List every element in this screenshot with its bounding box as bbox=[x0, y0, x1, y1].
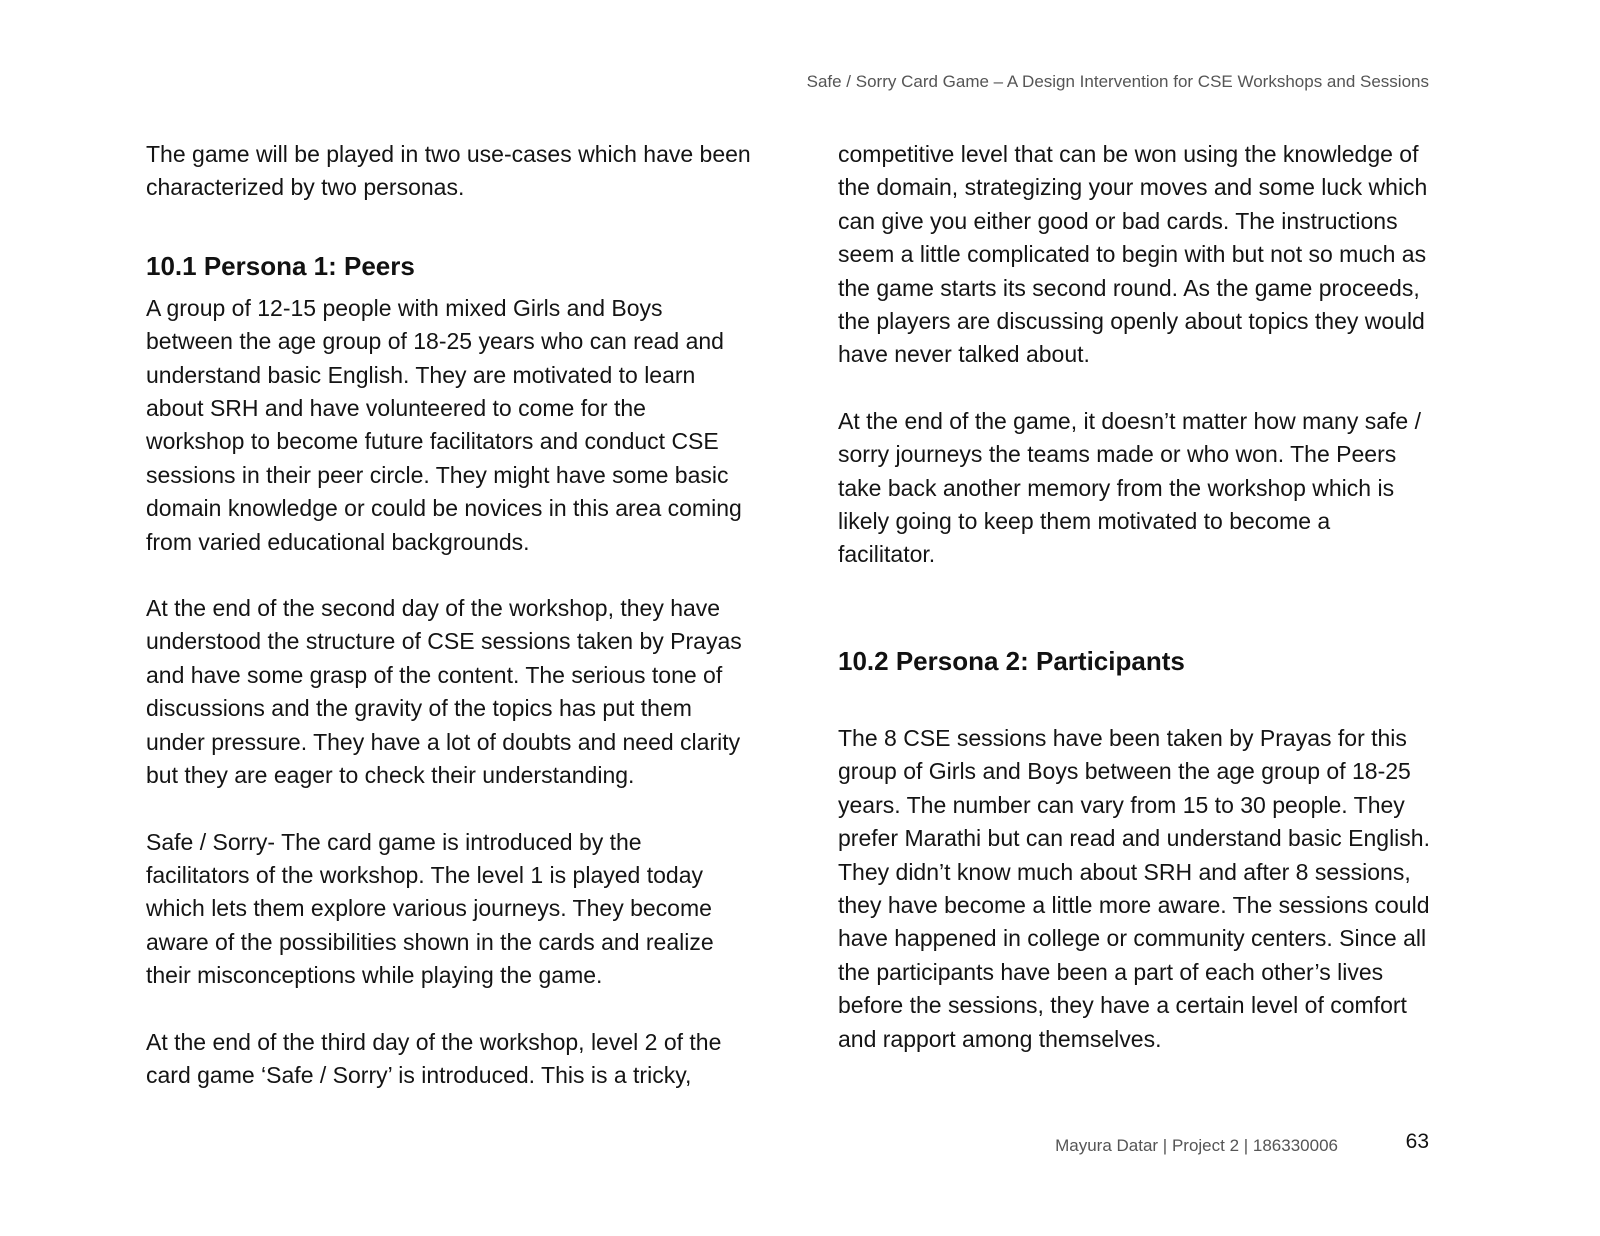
text-line: but they are eager to check their understanding. bbox=[146, 762, 635, 789]
text-line: between the age group of 18-25 years who can read and bbox=[146, 328, 724, 355]
text-line: they have become a little more aware. The sessions could bbox=[838, 891, 1430, 918]
third-day-paragraph bbox=[146, 1026, 766, 1093]
persona-1-paragraph bbox=[146, 292, 766, 559]
text-line: discussions and the gravity of the topics has put them bbox=[146, 695, 692, 722]
text-line: take back another memory from the workshop which is bbox=[838, 474, 1395, 501]
text-line: They didn’t know much about SRH and after 8 sessions, bbox=[838, 858, 1411, 885]
text-line: facilitator. bbox=[838, 541, 936, 568]
text-line: Safe / Sorry- The card game is introduced by the bbox=[146, 828, 642, 855]
text-line: card game ‘Safe / Sorry’ is introduced. This is a tricky, bbox=[146, 1061, 692, 1088]
text-line: the game starts its second round. As the game proceeds, bbox=[838, 274, 1420, 301]
page-number: 63 bbox=[1405, 1130, 1429, 1153]
text-line: can give you either good or bad cards. The instructions bbox=[838, 207, 1398, 234]
text-line: the participants have been a part of each other’s lives bbox=[838, 958, 1384, 985]
text-line: characterized by two personas. bbox=[146, 174, 465, 201]
left-column bbox=[146, 138, 766, 1092]
persona-1-heading: 10.1 Persona 1: Peers bbox=[146, 250, 415, 281]
text-line: sorry journeys the teams made or who won. The Peers bbox=[838, 441, 1397, 468]
text-line: likely going to keep them motivated to become a bbox=[838, 508, 1331, 535]
text-line: have happened in college or community centers. Since all bbox=[838, 925, 1427, 952]
text-line: A group of 12-15 people with mixed Girls and Boys bbox=[146, 294, 663, 321]
card-game-intro-paragraph bbox=[146, 826, 766, 993]
second-day-paragraph bbox=[146, 592, 766, 792]
right-column bbox=[838, 138, 1458, 1056]
footer-credit: Mayura Datar | Project 2 | 186330006 bbox=[1055, 1136, 1338, 1155]
text-line: prefer Marathi but can read and understand basic English. bbox=[838, 825, 1430, 852]
text-line: aware of the possibilities shown in the cards and realize bbox=[146, 928, 714, 955]
text-line: At the end of the second day of the workshop, they have bbox=[146, 595, 721, 622]
text-line: understood the structure of CSE sessions taken by Prayas bbox=[146, 628, 742, 655]
text-line: about SRH and have volunteered to come for the bbox=[146, 395, 646, 422]
text-line: their misconceptions while playing the game. bbox=[146, 962, 603, 989]
text-line: before the sessions, they have a certain level of comfort bbox=[838, 992, 1407, 1019]
text-line: and have some grasp of the content. The serious tone of bbox=[146, 661, 723, 688]
text-line: domain knowledge or could be novices in this area coming bbox=[146, 495, 742, 522]
text-line: sessions in their peer circle. They might have some basic bbox=[146, 461, 729, 488]
text-line: competitive level that can be won using the knowledge of bbox=[838, 141, 1419, 167]
text-line: At the end of the third day of the workshop, level 2 of the bbox=[146, 1028, 722, 1055]
text-line: The 8 CSE sessions have been taken by Prayas for this bbox=[838, 724, 1407, 751]
text-line: At the end of the game, it doesn’t matter how many safe / bbox=[838, 407, 1421, 434]
level-2-paragraph bbox=[838, 138, 1458, 372]
text-line: years. The number can vary from 15 to 30 people. They bbox=[838, 791, 1405, 818]
persona-2-paragraph bbox=[838, 722, 1458, 1056]
text-line: understand basic English. They are motivated to learn bbox=[146, 361, 696, 388]
text-line: have never talked about. bbox=[838, 341, 1090, 368]
text-line: group of Girls and Boys between the age group of 18-25 bbox=[838, 758, 1411, 785]
text-line: The game will be played in two use-cases which have been bbox=[146, 141, 751, 167]
intro-paragraph bbox=[146, 138, 766, 205]
text-line: from varied educational backgrounds. bbox=[146, 528, 530, 555]
text-line: facilitators of the workshop. The level 1 is played today bbox=[146, 861, 703, 888]
persona-2-heading: 10.2 Persona 2: Participants bbox=[838, 645, 1185, 676]
text-line: under pressure. They have a lot of doubts and need clarity bbox=[146, 728, 741, 755]
text-line: the domain, strategizing your moves and some luck which bbox=[838, 174, 1428, 201]
running-header: Safe / Sorry Card Game – A Design Intervention for CSE Workshops and Sessions bbox=[806, 72, 1429, 91]
text-line: the players are discussing openly about topics they would bbox=[838, 308, 1425, 335]
text-line: workshop to become future facilitators and conduct CSE bbox=[146, 428, 719, 455]
text-line: seem a little complicated to begin with but not so much as bbox=[838, 241, 1427, 268]
end-of-game-paragraph bbox=[838, 405, 1458, 572]
text-line: which lets them explore various journeys. They become bbox=[146, 895, 712, 922]
text-line: and rapport among themselves. bbox=[838, 1025, 1162, 1052]
